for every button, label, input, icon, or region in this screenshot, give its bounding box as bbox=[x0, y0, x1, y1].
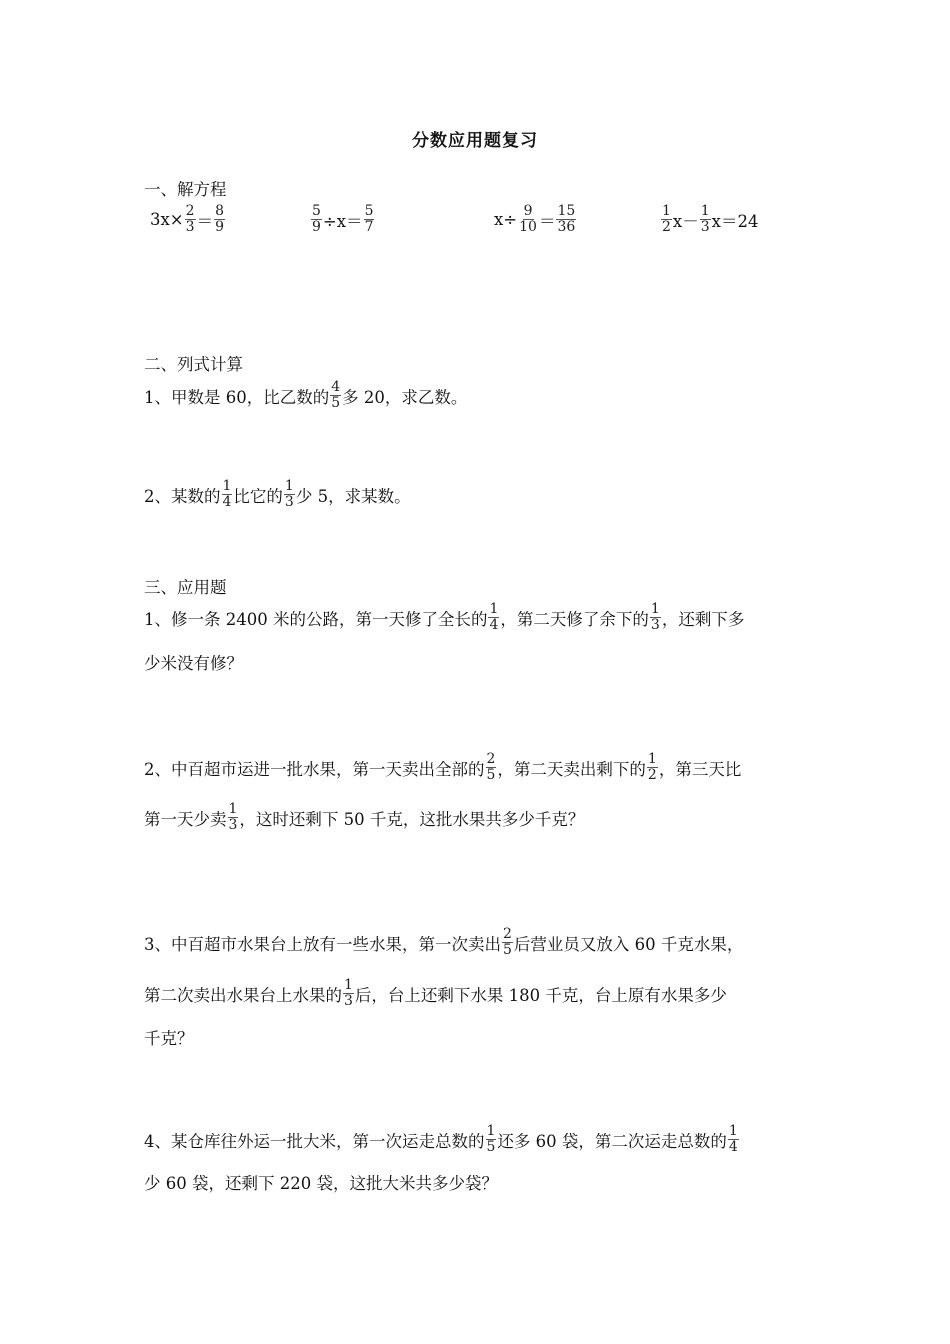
section3-question-1-line-2: 少米没有修？ bbox=[144, 654, 243, 673]
fraction: $\frac{4}{5}$ bbox=[331, 379, 341, 411]
fraction: $\frac{1}{3}$ bbox=[228, 801, 238, 833]
equation-2: $\frac{5}{9}$ ÷x＝ $\frac{5}{7}$ bbox=[312, 203, 374, 235]
section2-question-2: 2、某数的 $\frac{1}{4}$ 比它的 $\frac{1}{3}$ 少 5，求某数。 bbox=[144, 478, 411, 510]
fraction: $\frac{2}{5}$ bbox=[486, 751, 496, 783]
fraction: $\frac{2}{5}$ bbox=[503, 926, 512, 958]
section3-question-1-line-1: 1、修一条 2400 米的公路，第一天修了全长的 $\frac{1}{4}$ ，第二天修了余下的 $\frac{1}{3}$ ，还剩下多 bbox=[144, 601, 745, 633]
fraction: $\frac{1}{4}$ bbox=[728, 1123, 738, 1155]
fraction: $\frac{1}{4}$ bbox=[222, 478, 232, 510]
fraction: $\frac{9}{10}$ bbox=[519, 203, 537, 235]
equation-3: x÷ $\frac{9}{10}$ ＝ $\frac{15}{36}$ bbox=[494, 203, 576, 235]
section3-question-2-line-1: 2、中百超市运进一批水果，第一天卖出全部的 $\frac{2}{5}$ ，第二天卖出剩下的 $\frac{1}{2}$ ，第三天比 bbox=[144, 751, 742, 783]
fraction: $\frac{5}{9}$ bbox=[312, 203, 321, 235]
fraction: $\frac{1}{3}$ bbox=[650, 601, 660, 633]
fraction: $\frac{1}{3}$ bbox=[344, 977, 353, 1009]
section2-heading: 二、列式计算 bbox=[144, 355, 243, 374]
fraction: $\frac{1}{5}$ bbox=[486, 1123, 496, 1155]
equation-1: 3x× $\frac{2}{3}$ ＝ $\frac{8}{9}$ bbox=[150, 203, 224, 235]
fraction: $\frac{1}{4}$ bbox=[489, 601, 499, 633]
section3-question-4-line-2: 少 60 袋，还剩下 220 袋，这批大米共多少袋？ bbox=[144, 1174, 498, 1193]
fraction: $\frac{2}{3}$ bbox=[185, 203, 195, 235]
section3-heading: 三、应用题 bbox=[144, 578, 227, 597]
fraction: $\frac{1}{2}$ bbox=[647, 751, 657, 783]
equation-4: $\frac{1}{2}$ x－ $\frac{1}{3}$ x＝24 bbox=[662, 203, 759, 235]
fraction: $\frac{1}{3}$ bbox=[700, 203, 710, 235]
fraction: $\frac{8}{9}$ bbox=[215, 203, 224, 235]
page-title: 分数应用题复习 bbox=[412, 131, 538, 151]
section3-question-4-line-1: 4、某仓库往外运一批大米，第一次运走总数的 $\frac{1}{5}$ 还多 60 袋，第二次运走总数的 $\frac{1}{4}$ bbox=[144, 1123, 738, 1155]
section3-question-2-line-2: 第一天少卖 $\frac{1}{3}$ ，这时还剩下 50 千克，这批水果共多少千克？ bbox=[144, 801, 585, 833]
section3-question-3-line-3: 千克？ bbox=[144, 1029, 194, 1048]
fraction: $\frac{1}{2}$ bbox=[662, 203, 671, 235]
section2-question-1: 1、甲数是 60，比乙数的 $\frac{4}{5}$ 多 20，求乙数。 bbox=[144, 379, 468, 411]
section3-question-3-line-1: 3、中百超市水果台上放有一些水果，第一次卖出 $\frac{2}{5}$ 后营业员又放入 60 千克水果， bbox=[144, 926, 744, 958]
section1-heading: 一、解方程 bbox=[144, 180, 227, 199]
section3-question-3-line-2: 第二次卖出水果台上水果的 $\frac{1}{3}$ 后，台上还剩下水果 180 千克，台上原有水果多少 bbox=[144, 977, 727, 1009]
fraction: $\frac{5}{7}$ bbox=[364, 203, 374, 235]
fraction: $\frac{1}{3}$ bbox=[284, 478, 294, 510]
fraction: $\frac{15}{36}$ bbox=[557, 203, 576, 235]
